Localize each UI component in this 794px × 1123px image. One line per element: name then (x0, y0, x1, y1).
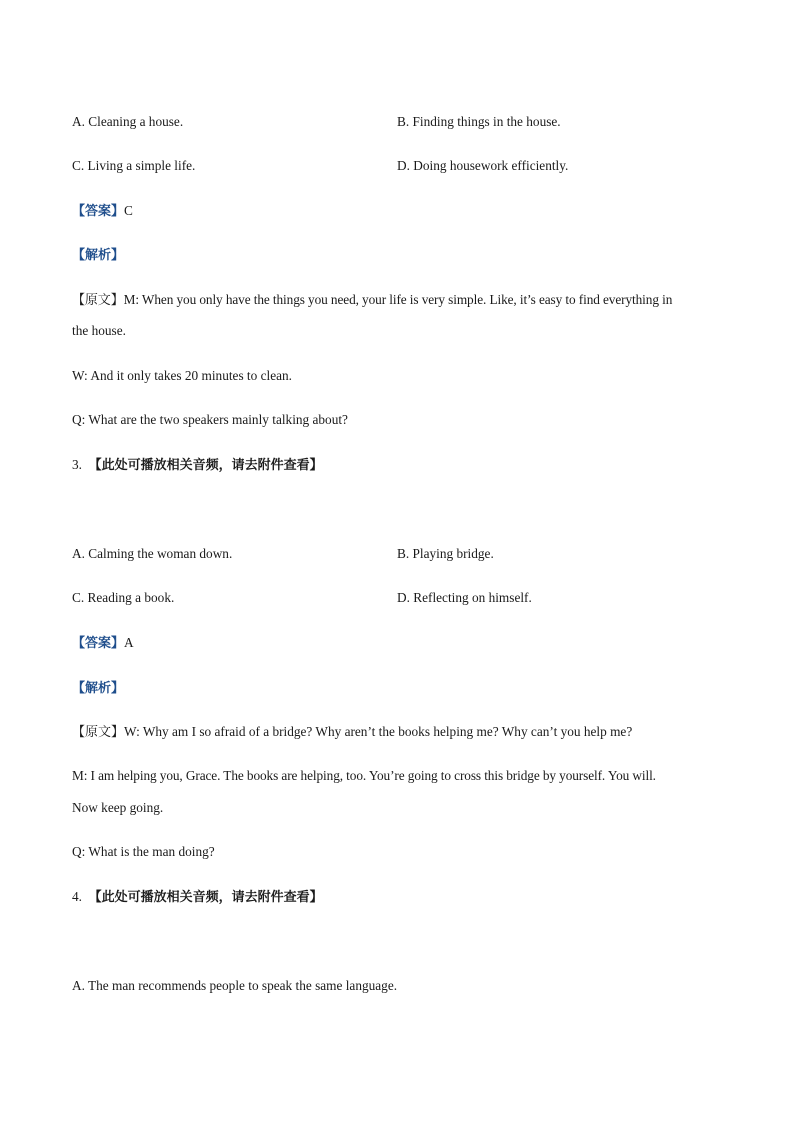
q3-transcript-line2: M: I am helping you, Grace. The books are helping, too. You’re going to cross this bridge by yourself. You will. (72, 768, 656, 783)
q4-header (72, 888, 323, 907)
q3-question: Q: What is the man doing? (72, 844, 215, 859)
q4-option-a: A. The man recommends people to speak the same language. (72, 978, 398, 993)
q2-transcript-line2: W: And it only takes 20 minutes to clean. (72, 368, 292, 383)
answer-label: 【答案】 (72, 204, 125, 219)
q2-option-a: A. Cleaning a house. (72, 114, 184, 129)
q3-answer (72, 634, 134, 653)
q2-option-c: C. Living a simple life. (72, 158, 196, 173)
audio-note: 【此处可播放相关音频，请去附件查看】 (88, 458, 323, 473)
analysis-label: 【解析】 (72, 681, 125, 696)
transcript-text: W: Why am I so afraid of a bridge? Why aren’t the books helping me? Why can’t you help me? (124, 724, 633, 739)
analysis-label: 【解析】 (72, 248, 125, 263)
answer-value: A (124, 635, 134, 650)
question-number: 3. (72, 457, 82, 472)
q2-option-d: D. Doing housework efficiently. (397, 158, 569, 173)
q3-analysis (72, 679, 124, 698)
q3-option-d: D. Reflecting on himself. (397, 590, 532, 605)
answer-value: C (124, 203, 133, 218)
transcript-label: 【原文】 (72, 725, 125, 740)
q3-header (72, 456, 323, 475)
q3-transcript-line1 (72, 723, 632, 742)
transcript-label: 【原文】 (72, 293, 124, 308)
question-number: 4. (72, 889, 82, 904)
q3-option-b: B. Playing bridge. (397, 546, 494, 561)
q2-transcript-line1-cont: the house. (72, 323, 126, 338)
q2-transcript-line1 (72, 291, 724, 310)
q2-analysis (72, 246, 124, 265)
q2-option-b: B. Finding things in the house. (397, 114, 561, 129)
transcript-text: M: When you only have the things you need, your life is very simple. Like, it’s easy to find everything in (123, 292, 673, 307)
q3-option-a: A. Calming the woman down. (72, 546, 233, 561)
audio-note: 【此处可播放相关音频，请去附件查看】 (88, 890, 323, 905)
q2-answer (72, 202, 133, 221)
q3-transcript-line2-cont: Now keep going. (72, 800, 164, 815)
q2-question: Q: What are the two speakers mainly talking about? (72, 412, 348, 427)
q3-option-c: C. Reading a book. (72, 590, 175, 605)
answer-label: 【答案】 (72, 636, 125, 651)
